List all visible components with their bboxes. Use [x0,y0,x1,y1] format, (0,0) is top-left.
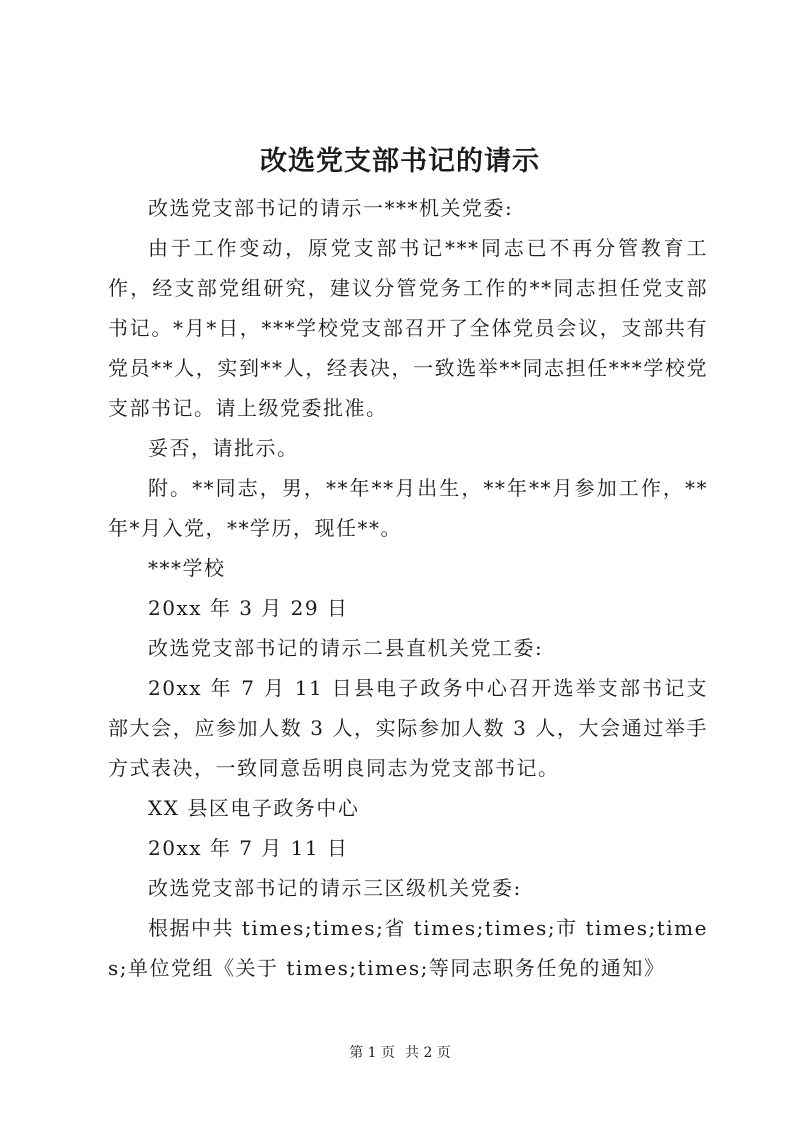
paragraph-signature-school: ***学校 [148,556,226,580]
paragraph-request-one-heading: 改选党支部书记的请示一***机关党委: [148,196,514,220]
paragraph-approval-request: 妥否，请批示。 [148,436,299,460]
paragraph-request-two-heading: 改选党支部书记的请示二县直机关党工委: [148,636,544,660]
paragraph-request-three-heading: 改选党支部书记的请示三区级机关党委: [148,876,522,900]
paragraph-request-three-body: 根据中共 times;times;省 times;times;市 times;times;单位党组《关于 times;times;等同志职务任免的通知》 [108,916,708,980]
paragraph-signature-center: XX 县区电子政务中心 [148,796,360,820]
paragraph-request-one-body: 由于工作变动，原党支部书记***同志已不再分管教育工作，经支部党组研究，建议分管党务工作的**同志担任党支部书记。*月*日，***学校党支部召开了全体党员会议，支部共有党员**人，实到**人，经表决，一致选举**同志担任***学校党支部书记。请上级党委批准。 [108,236,708,420]
paragraph-request-two-body: 20xx 年 7 月 11 日县电子政务中心召开选举支部书记支部大会，应参加人数 3 人，实际参加人数 3 人，大会通过举手方式表决，一致同意岳明良同志为党支部书记。 [108,676,708,780]
paragraph-date-one: 20xx 年 3 月 29 日 [148,596,349,620]
paragraph-appendix: 附。**同志，男，**年**月出生，**年**月参加工作，**年*月入党，**学历，现任**。 [108,476,708,540]
document-title: 改选党支部书记的请示 [260,146,540,177]
document-body [108,188,708,988]
page-number: 第 1 页 [349,1045,395,1061]
page-footer [0,1043,800,1063]
page-total: 共 2 页 [405,1045,451,1061]
paragraph-date-two: 20xx 年 7 月 11 日 [148,836,349,860]
